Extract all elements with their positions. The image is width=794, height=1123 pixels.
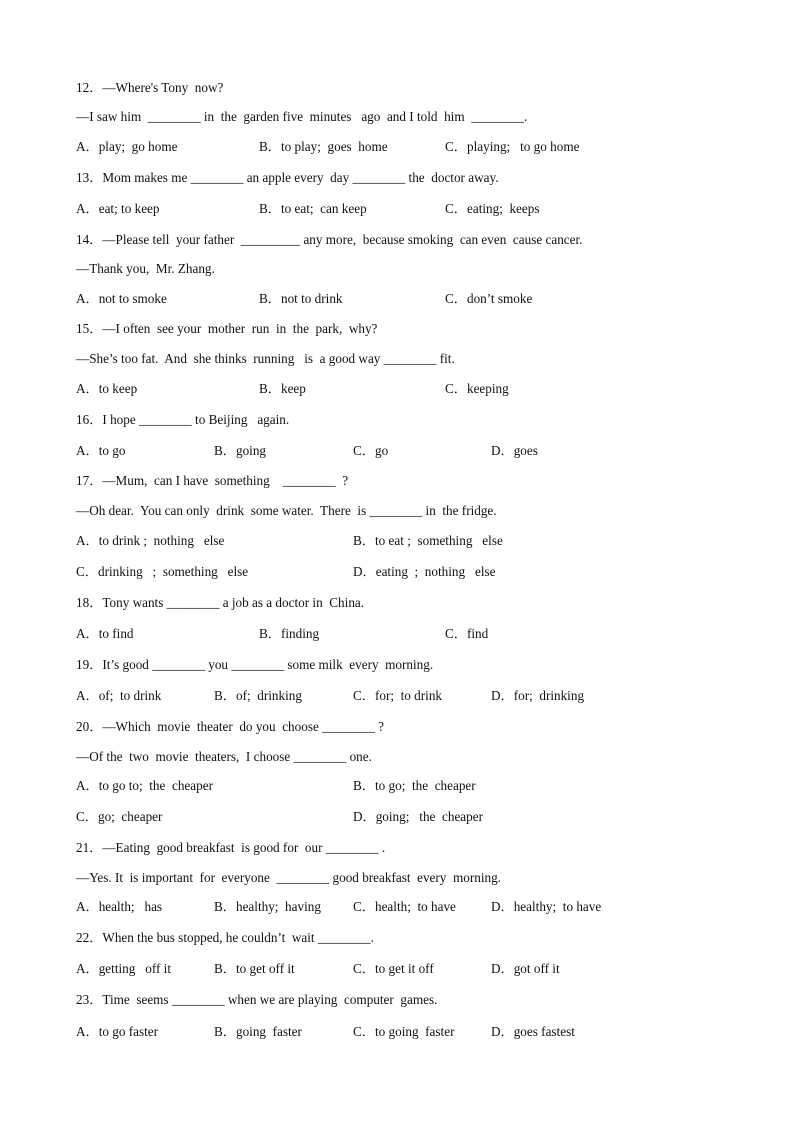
- question-20-option-a: A．to go to; the cheaper: [76, 778, 213, 793]
- question-15-prompt: 15．—I often see your mother run in the park, why?: [76, 321, 378, 336]
- question-22-option-d: D．got off it: [491, 961, 560, 976]
- question-20-option-d: D．going; the cheaper: [353, 809, 484, 824]
- question-15-reply: —She’s too fat. And she thinks running is a good way ________ fit.: [76, 351, 455, 366]
- question-16-option-c: C．go: [353, 443, 389, 458]
- question-12-option-b: B．to play; goes home: [259, 139, 388, 154]
- question-15-option-a: A．to keep: [76, 381, 138, 396]
- question-16-prompt: 16．I hope ________ to Beijing again.: [76, 412, 290, 427]
- question-22-option-b: B．to get off it: [214, 961, 295, 976]
- question-21-option-c: C．health; to have: [353, 899, 456, 914]
- question-14-option-b: B．not to drink: [259, 291, 343, 306]
- question-16-option-b: B．going: [214, 443, 267, 458]
- question-19-option-c: C．for; to drink: [353, 688, 443, 703]
- question-12-prompt: 12．—Where's Tony now?: [76, 80, 224, 95]
- question-23-prompt: 23．Time seems ________ when we are playing computer games.: [76, 992, 438, 1007]
- question-19-option-a: A．of; to drink: [76, 688, 162, 703]
- question-21-option-d: D．healthy; to have: [491, 899, 602, 914]
- question-16-option-a: A．to go: [76, 443, 126, 458]
- question-14-reply: —Thank you, Mr. Zhang.: [76, 261, 215, 276]
- question-22-option-a: A．getting off it: [76, 961, 171, 976]
- question-23-option-c: C．to going faster: [353, 1024, 455, 1039]
- question-14-option-a: A．not to smoke: [76, 291, 167, 306]
- question-19-prompt: 19．It’s good ________ you ________ some milk every morning.: [76, 657, 434, 672]
- question-13-option-a: A．eat; to keep: [76, 201, 160, 216]
- question-17-option-c: C．drinking ; something else: [76, 564, 249, 579]
- question-21-prompt: 21．—Eating good breakfast is good for our ________ .: [76, 840, 386, 855]
- question-17-option-b: B．to eat ; something else: [353, 533, 503, 548]
- question-18-option-c: C．find: [445, 626, 489, 641]
- question-12-option-a: A．play; go home: [76, 139, 178, 154]
- question-13-option-b: B．to eat; can keep: [259, 201, 367, 216]
- question-17-prompt: 17．—Mum, can I have something ________ ?: [76, 473, 349, 488]
- question-21-option-b: B．healthy; having: [214, 899, 321, 914]
- question-22-prompt: 22．When the bus stopped, he couldn’t wait ________.: [76, 930, 374, 945]
- question-18-prompt: 18．Tony wants ________ a job as a doctor in China.: [76, 595, 365, 610]
- question-14-option-c: C．don’t smoke: [445, 291, 533, 306]
- question-18-option-b: B．finding: [259, 626, 320, 641]
- question-21-reply: —Yes. It is important for everyone ________ good breakfast every morning.: [76, 870, 501, 885]
- question-15-option-c: C．keeping: [445, 381, 509, 396]
- question-13-prompt: 13．Mom makes me ________ an apple every day ________ the doctor away.: [76, 170, 499, 185]
- question-16-option-d: D．goes: [491, 443, 538, 458]
- question-19-option-b: B．of; drinking: [214, 688, 302, 703]
- question-17-option-a: A．to drink ; nothing else: [76, 533, 225, 548]
- question-12-option-c: C．playing; to go home: [445, 139, 580, 154]
- question-23-option-a: A．to go faster: [76, 1024, 159, 1039]
- question-14-prompt: 14．—Please tell your father _________ any more, because smoking can even cause cancer.: [76, 232, 583, 247]
- question-20-reply: —Of the two movie theaters, I choose ________ one.: [76, 749, 372, 764]
- question-20-option-b: B．to go; the cheaper: [353, 778, 476, 793]
- question-18-option-a: A．to find: [76, 626, 134, 641]
- question-23-option-d: D．goes fastest: [491, 1024, 575, 1039]
- question-22-option-c: C．to get it off: [353, 961, 434, 976]
- question-20-prompt: 20．—Which movie theater do you choose ________ ?: [76, 719, 385, 734]
- question-12-reply: —I saw him ________ in the garden five minutes ago and I told him ________.: [76, 109, 528, 124]
- question-21-option-a: A．health; has: [76, 899, 163, 914]
- question-15-option-b: B．keep: [259, 381, 306, 396]
- question-17-reply: —Oh dear. You can only drink some water. There is ________ in the fridge.: [76, 503, 497, 518]
- question-13-option-c: C．eating; keeps: [445, 201, 540, 216]
- question-23-option-b: B．going faster: [214, 1024, 302, 1039]
- question-19-option-d: D．for; drinking: [491, 688, 585, 703]
- question-17-option-d: D．eating ; nothing else: [353, 564, 496, 579]
- question-20-option-c: C．go; cheaper: [76, 809, 163, 824]
